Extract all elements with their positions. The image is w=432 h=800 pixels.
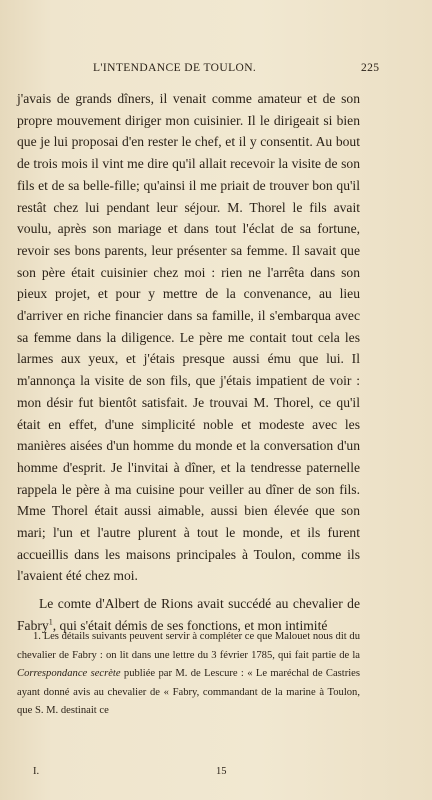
main-text [17,88,360,637]
footnote-text-a: 1. Les détails suivants peuvent servir à compléter ce que Malouet nous dit du chevalier de Fabry : on lit dans une lettre du 3 février 1785, qui fait partie de la [17,631,360,661]
footnote-text-b: publiée par M. de Lescure : « Le maréchal de Castries ayant donné avis au chevalier de « Fabry, commandant de la marine à Toulon, que S. M. destinait ce [17,668,361,717]
paragraph-2-text-b: , qui s'était démis de ses fonctions, et mon intimité [52,617,328,633]
page-number: 225 [361,62,380,74]
signature-mark: I. [33,766,40,777]
paragraph-1: j'avais de grands dîners, il venait comme amateur et de son propre mouvement diriger mon cuisinier. Il le dirigeait si bien que je lui proposai d'en rester le chef, et il y consentit. Au bout de trois mois il vint me dire qu'il allait recevoir la visite de son fils et de sa belle-fille; qu'ainsi il me priait de trouver bon qu'il restât chez lui pendant leur séjour. M. Thorel le fils avait voulu, après son mariage et dans tout l'éclat de sa fortune, revoir ses bons parents, leur présenter sa femme. Il savait que son père était cuisinier chez moi : rien ne l'arrêta dans son pieux projet, et pour y mettre de la convenance, au lieu d'arriver en riche financier dans sa famille, il s'embarqua avec sa femme dans la diligence. Le père me contait tout cela les larmes aux yeux, et j'étais presque aussi ému que lui. Il m'annonça la visite de son fils, que j'étais impatient de voir : mon désir fut bientôt satisfait. Je trouvai M. Thorel, ce qu'il était en effet, d'une simplicité noble et modeste avec les manières aisées d'un homme du monde et la conversation d'un homme d'esprit. Je l'invitai à dîner, et la tendresse paternelle rappela le père à ma cuisine pour veiller au dîner de son fils. Mme Thorel était aussi aimable, aussi bien élevée que son mari; l'un et l'autre plurent à tout le monde, et ils furent accueillis dans les maisons principales à Toulon, comme ils l'avaient été chez moi. [17,91,360,584]
footnote-italic-title: Correspondance secrète [17,668,121,680]
page-footer [0,766,432,780]
running-header [0,62,432,78]
footnote [17,628,360,721]
footnote-text [17,628,360,721]
sheet-number: 15 [216,766,227,777]
footnote-reference: 1 [48,617,53,627]
paragraph-2-text-a: Le comte d'Albert de Rions avait succédé au chevalier de Fabry [17,596,360,633]
running-title: L'INTENDANCE DE TOULON. [93,62,257,74]
